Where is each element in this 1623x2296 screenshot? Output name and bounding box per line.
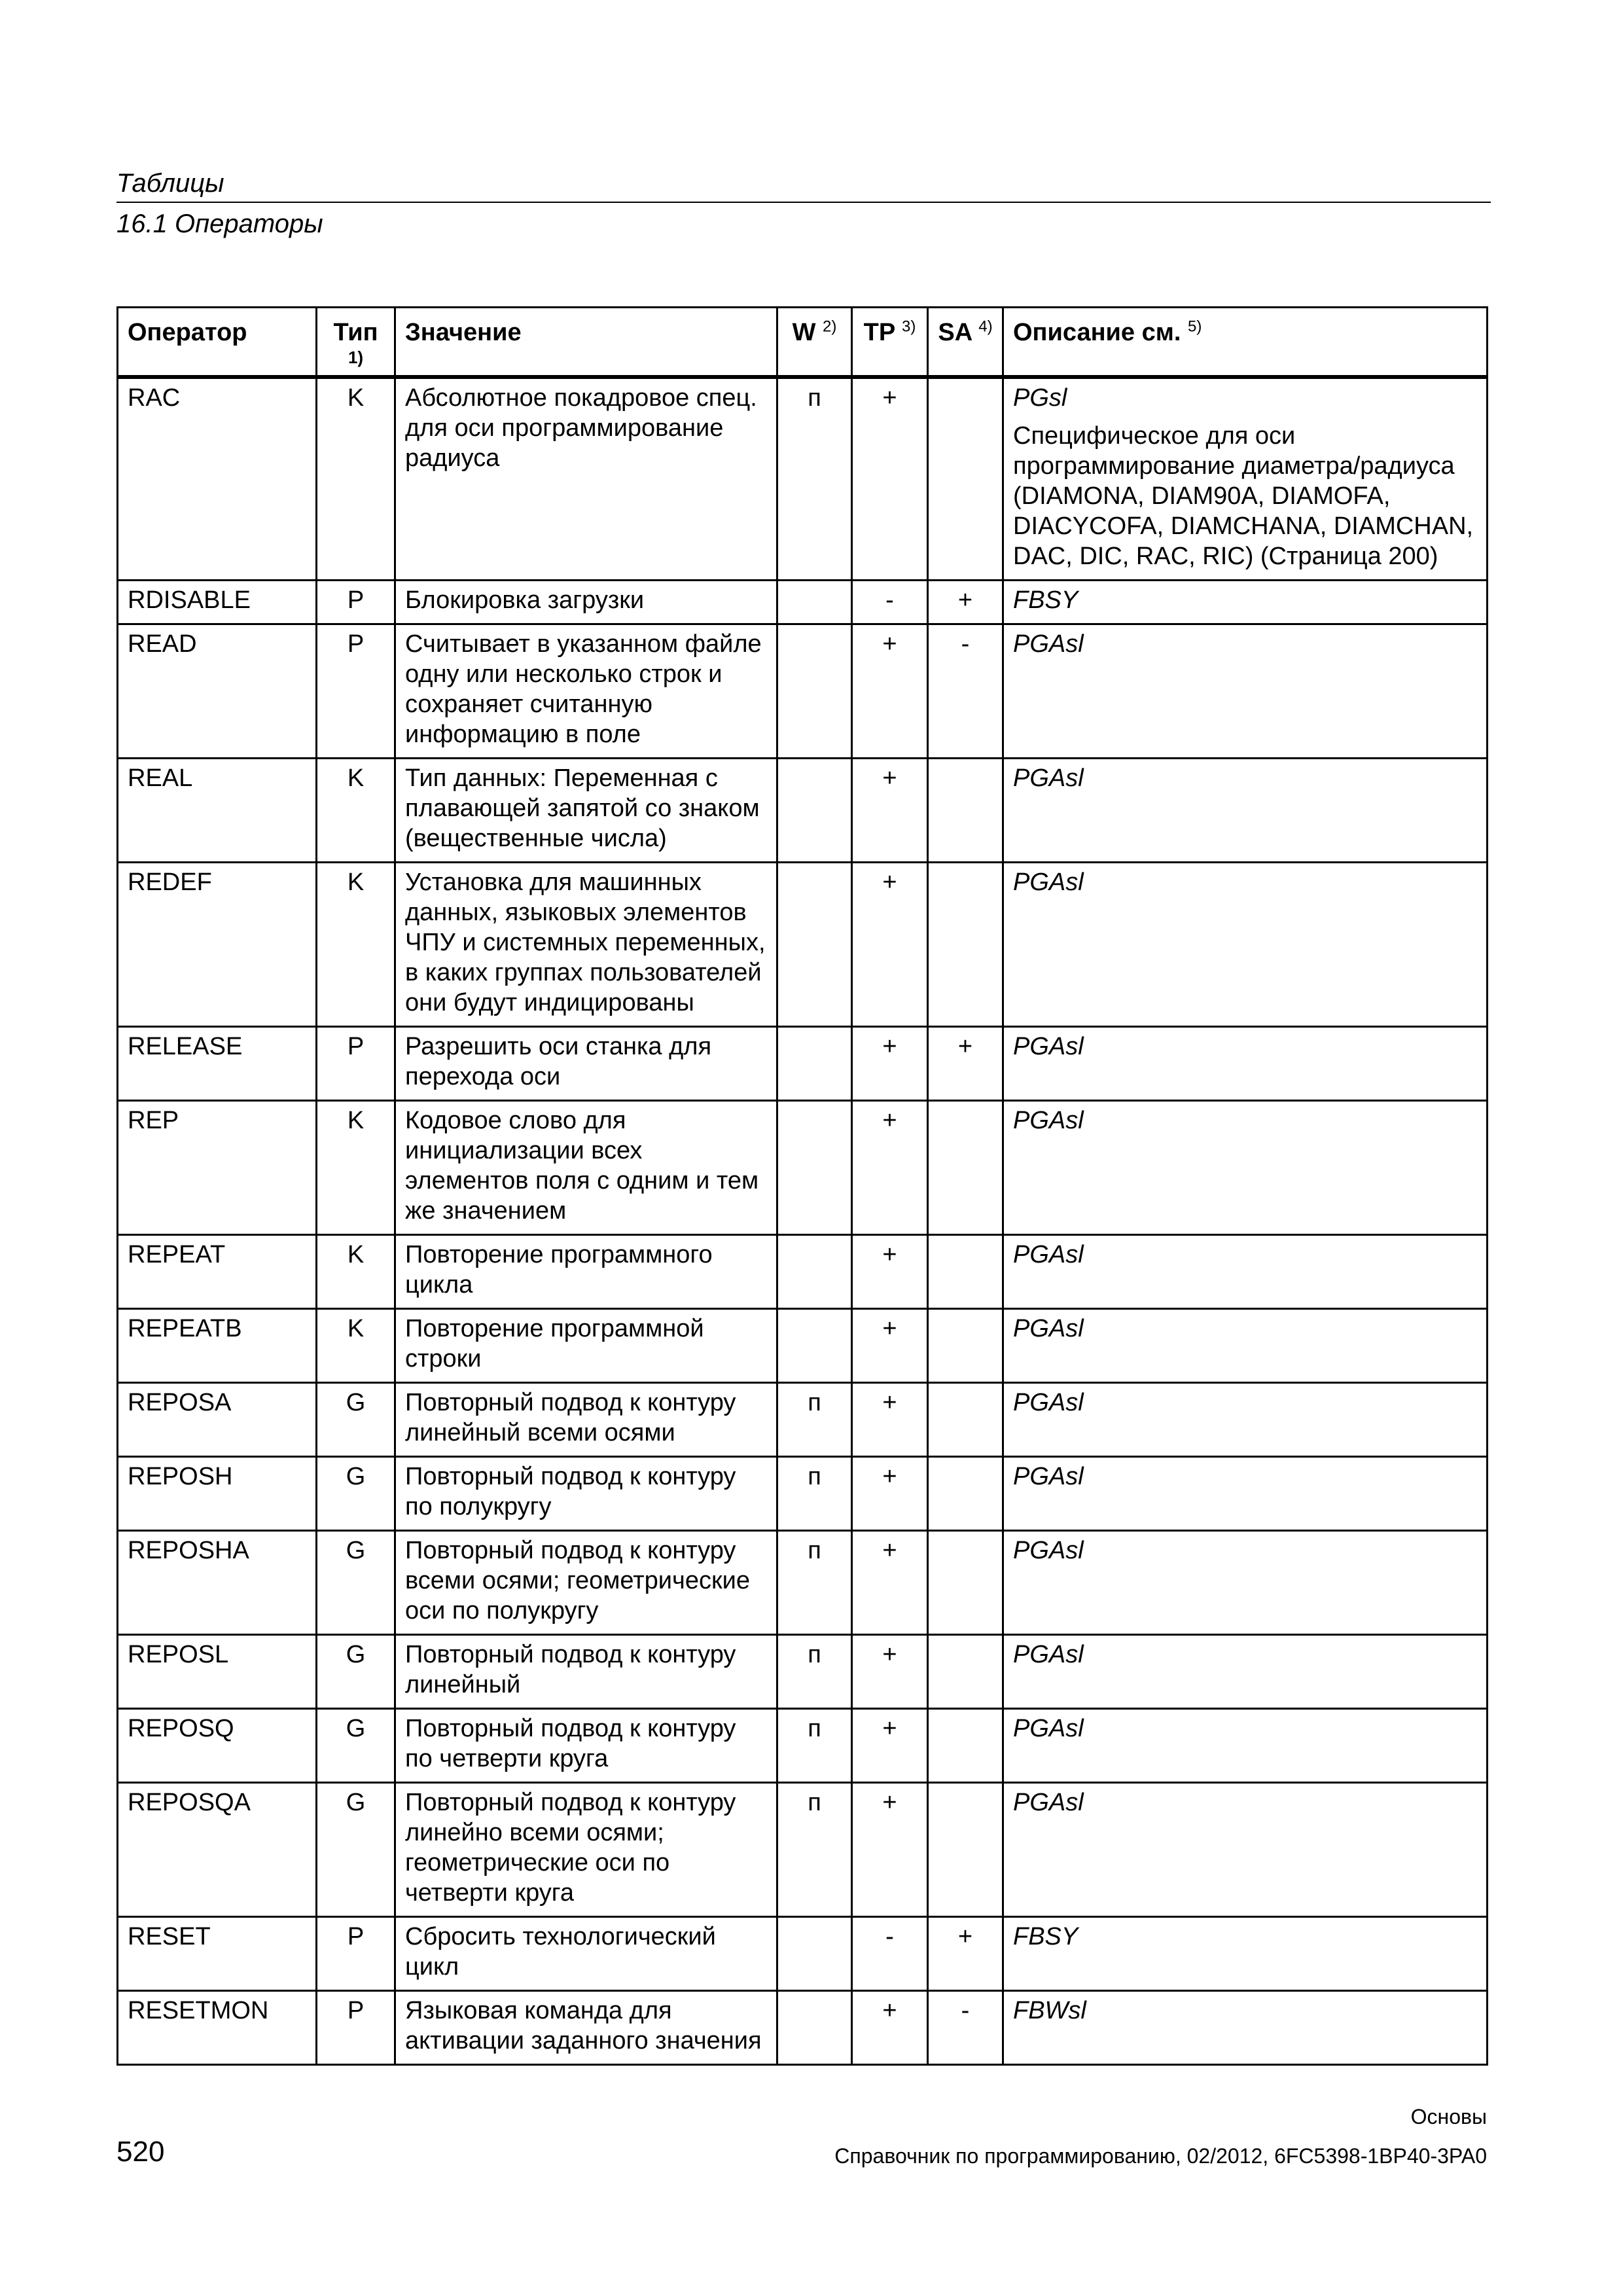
cell-w: п (777, 1783, 852, 1917)
cell-type: G (317, 1457, 395, 1531)
cell-type: P (317, 1991, 395, 2065)
cell-meaning: Повторение программной строки (395, 1309, 777, 1383)
cell-tp: + (852, 1235, 928, 1309)
ref-code: PGsl (1013, 384, 1067, 412)
cell-ref (1003, 1709, 1488, 1783)
cell-meaning: Считывает в указанном файле одну или несколько строк и сохраняет считанную информацию в поле (395, 624, 777, 759)
cell-type: K (317, 1309, 395, 1383)
ref-code: FBSY (1013, 1923, 1079, 1950)
cell-meaning: Разрешить оси станка для перехода оси (395, 1027, 777, 1101)
cell-operator: REPOSL (118, 1635, 317, 1709)
cell-w: п (777, 1709, 852, 1783)
cell-tp: + (852, 1457, 928, 1531)
cell-sa (928, 863, 1003, 1027)
table-row (118, 581, 1488, 624)
table-row (118, 1991, 1488, 2065)
cell-ref (1003, 1917, 1488, 1991)
cell-type: K (317, 1235, 395, 1309)
cell-tp: + (852, 759, 928, 863)
table-row (118, 1101, 1488, 1235)
cell-w (777, 1991, 852, 2065)
cell-ref (1003, 377, 1488, 581)
cell-tp: + (852, 1635, 928, 1709)
cell-sa: + (928, 1917, 1003, 1991)
cell-w (777, 1027, 852, 1101)
cell-sa: - (928, 624, 1003, 759)
cell-type: K (317, 863, 395, 1027)
cell-tp: + (852, 1991, 928, 2065)
ref-code: PGAsl (1013, 1463, 1084, 1490)
cell-meaning: Повторный подвод к контуру по четверти круга (395, 1709, 777, 1783)
ref-code: PGAsl (1013, 869, 1084, 896)
cell-type: P (317, 581, 395, 624)
table-row (118, 1457, 1488, 1531)
cell-w (777, 863, 852, 1027)
cell-tp: - (852, 581, 928, 624)
cell-ref (1003, 1101, 1488, 1235)
cell-tp: + (852, 1027, 928, 1101)
cell-ref (1003, 1457, 1488, 1531)
cell-ref (1003, 1235, 1488, 1309)
cell-w (777, 581, 852, 624)
cell-w (777, 1101, 852, 1235)
ref-code: PGAsl (1013, 1537, 1084, 1564)
cell-tp: + (852, 1783, 928, 1917)
cell-sa (928, 1235, 1003, 1309)
table-row (118, 1383, 1488, 1457)
col-header-type: Тип 1) (317, 308, 395, 378)
ref-code: PGAsl (1013, 1641, 1084, 1668)
cell-sa (928, 1101, 1003, 1235)
table-row (118, 377, 1488, 581)
cell-meaning: Повторный подвод к контуру по полукругу (395, 1457, 777, 1531)
cell-type: K (317, 759, 395, 863)
cell-type: K (317, 377, 395, 581)
cell-type: P (317, 1917, 395, 1991)
cell-meaning: Повторный подвод к контуру всеми осями; геометрические оси по полукругу (395, 1531, 777, 1635)
cell-tp: + (852, 1383, 928, 1457)
cell-w (777, 624, 852, 759)
cell-sa: + (928, 1027, 1003, 1101)
col-header-meaning: Значение (395, 308, 777, 378)
cell-operator: REP (118, 1101, 317, 1235)
cell-tp: + (852, 1101, 928, 1235)
cell-ref (1003, 1531, 1488, 1635)
cell-w: п (777, 1531, 852, 1635)
page-number: 520 (116, 2136, 165, 2168)
cell-tp: + (852, 1709, 928, 1783)
cell-meaning: Языковая команда для активации заданного значения (395, 1991, 777, 2065)
cell-operator: REDEF (118, 863, 317, 1027)
cell-tp: - (852, 1917, 928, 1991)
table-row (118, 1235, 1488, 1309)
cell-meaning: Установка для машинных данных, языковых элементов ЧПУ и системных переменных, в каких группах пользователей они будут индицированы (395, 863, 777, 1027)
ref-code: PGAsl (1013, 1315, 1084, 1342)
col-header-tp: TP $^{3)}$ (852, 308, 928, 378)
table-row (118, 624, 1488, 759)
cell-type: P (317, 1027, 395, 1101)
cell-sa: - (928, 1991, 1003, 2065)
table-row (118, 1917, 1488, 1991)
table-row (118, 759, 1488, 863)
col-header-ref: Описание см. $^{5)}$ (1003, 308, 1488, 378)
cell-tp: + (852, 624, 928, 759)
ref-note: Специфическое для оси программирование диаметра/радиуса (DIAMONA, DIAM90A, DIAMOFA, DIACYCOFA, DIAMCHANA, DIAMCHAN, DAC, DIC, RAC, RIC) (Страница 200) (1013, 422, 1474, 570)
ref-code: FBSY (1013, 586, 1079, 614)
ref-code: FBWsl (1013, 1997, 1086, 2024)
ref-code: PGAsl (1013, 764, 1084, 792)
cell-tp: + (852, 1309, 928, 1383)
cell-operator: RESETMON (118, 1991, 317, 2065)
table-row (118, 863, 1488, 1027)
cell-type: G (317, 1531, 395, 1635)
cell-operator: REPEAT (118, 1235, 317, 1309)
ref-code: PGAsl (1013, 1389, 1084, 1416)
cell-meaning: Кодовое слово для инициализации всех элементов поля с одним и тем же значением (395, 1101, 777, 1235)
header-rule (116, 202, 1491, 203)
table-row (118, 1027, 1488, 1101)
ref-code: PGAsl (1013, 1241, 1084, 1268)
cell-operator: REPOSQA (118, 1783, 317, 1917)
cell-operator: RELEASE (118, 1027, 317, 1101)
cell-operator: REPOSQ (118, 1709, 317, 1783)
cell-meaning: Тип данных: Переменная с плавающей запятой со знаком (вещественные числа) (395, 759, 777, 863)
cell-operator: REAL (118, 759, 317, 863)
cell-w (777, 1309, 852, 1383)
cell-operator: REPEATB (118, 1309, 317, 1383)
cell-ref (1003, 1383, 1488, 1457)
cell-sa (928, 1309, 1003, 1383)
cell-meaning: Повторный подвод к контуру линейный (395, 1635, 777, 1709)
table-row (118, 1531, 1488, 1635)
ref-code: PGAsl (1013, 630, 1084, 658)
cell-sa (928, 1383, 1003, 1457)
cell-ref (1003, 759, 1488, 863)
cell-operator: RAC (118, 377, 317, 581)
ref-code: PGAsl (1013, 1033, 1084, 1060)
cell-meaning: Абсолютное покадровое спец. для оси программирование радиуса (395, 377, 777, 581)
cell-type: K (317, 1101, 395, 1235)
cell-w: п (777, 1635, 852, 1709)
cell-operator: RESET (118, 1917, 317, 1991)
cell-ref (1003, 1991, 1488, 2065)
cell-type: P (317, 624, 395, 759)
cell-ref (1003, 1635, 1488, 1709)
cell-ref (1003, 1027, 1488, 1101)
cell-sa (928, 1457, 1003, 1531)
cell-meaning: Повторение программного цикла (395, 1235, 777, 1309)
table-header-row (118, 308, 1488, 378)
ref-code: PGAsl (1013, 1107, 1084, 1134)
cell-w (777, 1917, 852, 1991)
cell-w: п (777, 377, 852, 581)
col-header-operator: Оператор (118, 308, 317, 378)
cell-sa (928, 377, 1003, 581)
cell-ref (1003, 624, 1488, 759)
cell-ref (1003, 1309, 1488, 1383)
cell-operator: REPOSA (118, 1383, 317, 1457)
operators-table (116, 306, 1488, 2066)
cell-sa (928, 1783, 1003, 1917)
cell-tp: + (852, 1531, 928, 1635)
cell-operator: REPOSHA (118, 1531, 317, 1635)
cell-tp: + (852, 377, 928, 581)
ref-code: PGAsl (1013, 1789, 1084, 1816)
cell-type: G (317, 1783, 395, 1917)
cell-type: G (317, 1709, 395, 1783)
cell-w (777, 1235, 852, 1309)
cell-tp: + (852, 863, 928, 1027)
cell-sa (928, 1709, 1003, 1783)
cell-type: G (317, 1635, 395, 1709)
table-row (118, 1783, 1488, 1917)
cell-sa (928, 1531, 1003, 1635)
cell-type: G (317, 1383, 395, 1457)
section-title: 16.1 Операторы (116, 209, 323, 238)
cell-sa (928, 759, 1003, 863)
chapter-title: Таблицы (116, 169, 224, 198)
table-row (118, 1635, 1488, 1709)
cell-operator: RDISABLE (118, 581, 317, 624)
table-row (118, 1309, 1488, 1383)
cell-operator: READ (118, 624, 317, 759)
col-header-type-footnote: 1) (348, 348, 364, 367)
cell-sa: + (928, 581, 1003, 624)
cell-ref (1003, 1783, 1488, 1917)
cell-meaning: Блокировка загрузки (395, 581, 777, 624)
cell-ref (1003, 863, 1488, 1027)
col-header-sa: SA $^{4)}$ (928, 308, 1003, 378)
cell-ref (1003, 581, 1488, 624)
cell-meaning: Сбросить технологический цикл (395, 1917, 777, 1991)
footer-book-title: Основы (1410, 2105, 1487, 2128)
cell-w (777, 759, 852, 863)
cell-w: п (777, 1457, 852, 1531)
cell-w: п (777, 1383, 852, 1457)
cell-meaning: Повторный подвод к контуру линейно всеми осями; геометрические оси по четверти круга (395, 1783, 777, 1917)
table-row (118, 1709, 1488, 1783)
cell-sa (928, 1635, 1003, 1709)
ref-code: PGAsl (1013, 1715, 1084, 1742)
footer-reference: Справочник по программированию, 02/2012, 6FC5398-1BP40-3PA0 (834, 2144, 1487, 2168)
cell-meaning: Повторный подвод к контуру линейный всеми осями (395, 1383, 777, 1457)
col-header-w: W $^{2)}$ (777, 308, 852, 378)
cell-operator: REPOSH (118, 1457, 317, 1531)
